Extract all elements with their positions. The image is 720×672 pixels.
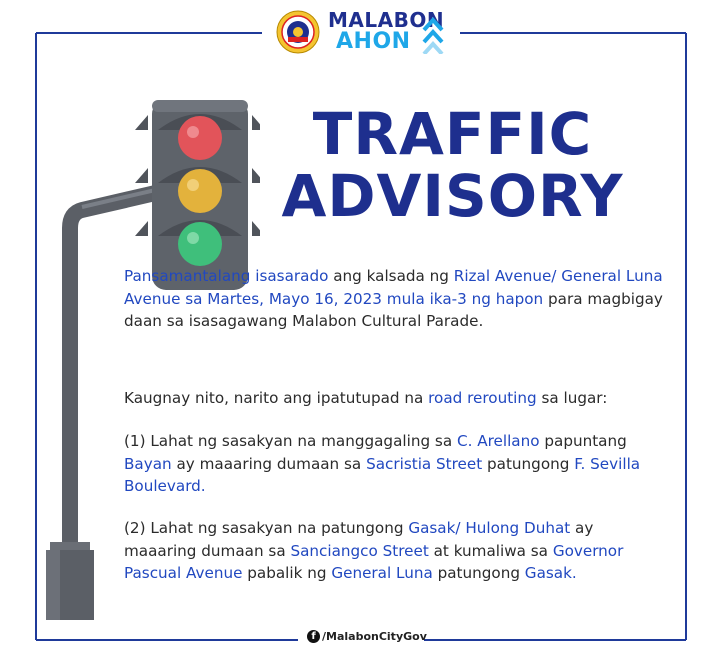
footer-handle: /MalabonCityGov bbox=[322, 630, 427, 643]
paragraph-rerouting bbox=[124, 387, 694, 410]
brand-line1: MALABON bbox=[328, 8, 445, 32]
text-place: Gasak/ Hulong Duhat bbox=[408, 519, 571, 537]
text-plain: (2) Lahat ng sasakyan na patungong bbox=[124, 519, 409, 537]
title-line2: ADVISORY bbox=[281, 162, 624, 230]
footer bbox=[0, 628, 720, 648]
header bbox=[0, 8, 720, 58]
text-plain: pabalik ng bbox=[242, 564, 332, 582]
text-place: C. Arellano bbox=[456, 432, 540, 450]
text-road-rerouting: road rerouting bbox=[428, 389, 537, 407]
text-place: F. Sevilla Boulevard. bbox=[124, 454, 641, 495]
facebook-icon: f bbox=[307, 630, 320, 643]
text-plain: ay maaaring dumaan sa bbox=[124, 519, 594, 560]
paragraph-closure bbox=[124, 265, 694, 333]
brand-line2: AHON bbox=[336, 29, 411, 54]
text-plain: patungong bbox=[432, 564, 525, 582]
text-place: Sanciangco Street bbox=[290, 541, 429, 560]
text-place: Sacristia Street bbox=[366, 454, 483, 473]
paragraph-route-1 bbox=[124, 430, 644, 498]
text-closure: Pansamantalang isasarado bbox=[124, 267, 329, 285]
text-plain: patungong bbox=[482, 454, 575, 473]
paragraph-route-2 bbox=[124, 517, 644, 585]
text-plain: sa lugar: bbox=[536, 389, 608, 407]
title-line1: TRAFFIC bbox=[312, 100, 593, 168]
text-plain: para magbigay daan sa isasagawang Malabon Cultural Parade. bbox=[124, 289, 663, 330]
text-plain: ay maaaring dumaan sa bbox=[171, 454, 367, 473]
text-place: Bayan bbox=[124, 454, 172, 473]
text-plain: (1) Lahat ng sasakyan na manggagaling sa bbox=[124, 432, 457, 450]
city-seal-icon bbox=[276, 10, 320, 54]
chevron-up-icon bbox=[422, 14, 444, 54]
text-plain: papuntang bbox=[539, 432, 627, 450]
text-road-date: Rizal Avenue/ General Luna Avenue sa Martes, Mayo 16, 2023 mula ika-3 ng hapon bbox=[124, 267, 663, 308]
text-place: Gasak. bbox=[524, 564, 577, 582]
text-place: General Luna bbox=[331, 564, 433, 582]
text-place: Governor Pascual Avenue bbox=[124, 541, 624, 582]
text-plain: ang kalsada ng bbox=[328, 267, 454, 285]
text-plain: Kaugnay nito, narito ang ipatutupad na bbox=[124, 389, 429, 407]
text-plain: at kumaliwa sa bbox=[428, 541, 553, 560]
